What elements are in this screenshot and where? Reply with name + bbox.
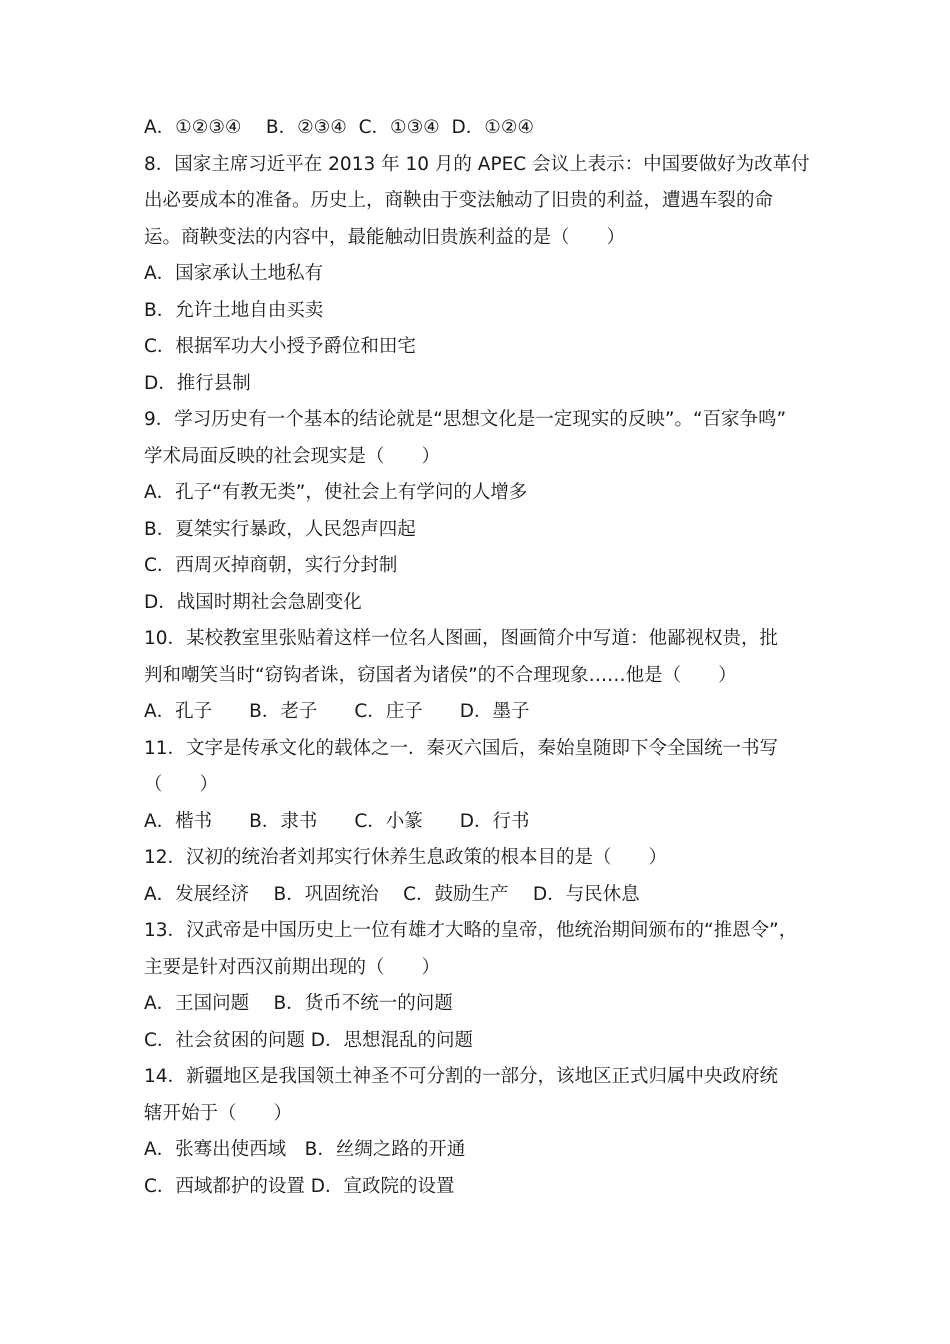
q8-option-d: D．推行县制 (144, 372, 251, 394)
q9-option-c: C．西周灭掉商朝，实行分封制 (144, 555, 398, 576)
q12-stem: 12．汉初的统治者刘邦实行休养生息政策的根本目的是（ ） (144, 847, 668, 868)
q13-stem-line-2: 主要是针对西汉前期出现的（ ） (144, 956, 441, 978)
q11-stem-line-1: 11．文字是传承文化的载体之一．秦灭六国后，秦始皇随即下令全国统一书写 (144, 737, 779, 759)
q8-option-a: A．国家承认土地私有 (144, 263, 324, 284)
q14-stem-line-2: 辖开始于（ ） (144, 1102, 293, 1124)
q10-stem-line-1: 10．某校教室里张贴着这样一位名人图画，图画简介中写道：他鄙视权贵，批 (144, 628, 779, 649)
q9-option-d: D．战国时期社会急剧变化 (144, 591, 362, 613)
q11-stem-line-2: （ ） (144, 774, 219, 795)
exam-questions (144, 110, 824, 1205)
q10-options: A．孔子 B．老子 C．庄子 D．墨子 (144, 701, 530, 722)
q9-stem-line-1: 9．学习历史有一个基本的结论就是“思想文化是一定现实的反映”。“百家争鸣” (144, 409, 787, 430)
q8-option-b: B．允许土地自由买卖 (144, 299, 324, 321)
q14-stem-line-1: 14．新疆地区是我国领土神圣不可分割的一部分，该地区正式归属中央政府统 (144, 1066, 779, 1087)
q13-stem-line-1: 13．汉武帝是中国历史上一位有雄才大略的皇帝，他统治期间颁布的“推恩令”， (144, 920, 798, 941)
q13-options-ab: A．王国问题 B．货币不统一的问题 (144, 993, 453, 1014)
q8-stem-line-1: 8．国家主席习近平在 2013 年 10 月的 APEC 会议上表示：中国要做好为改革付 (144, 153, 810, 175)
q14-options-cd: C．西域都护的设置 D．宣政院的设置 (144, 1175, 455, 1197)
q9-option-a: A．孔子“有教无类”，使社会上有学问的人增多 (144, 482, 528, 503)
q10-stem-line-2: 判和嘲笑当时“窃钩者诛，窃国者为诸侯”的不合理现象……他是（ ） (144, 664, 737, 686)
q8-stem-line-3: 运。商鞅变法的内容中，最能触动旧贵族利益的是（ ） (144, 226, 626, 248)
q9-stem-line-2: 学术局面反映的社会现实是（ ） (144, 445, 441, 467)
q14-options-ab: A．张骞出使西域 B．丝绸之路的开通 (144, 1139, 466, 1160)
q8-stem-line-2: 出必要成本的准备。历史上，商鞅由于变法触动了旧贵的利益，遭遇车裂的命 (144, 190, 774, 211)
q7-options: A．①②③④ B．②③④ C．①③④ D．①②④ (144, 117, 535, 138)
q8-option-c: C．根据军功大小授予爵位和田宅 (144, 336, 416, 357)
q9-option-b: B．夏桀实行暴政，人民怨声四起 (144, 518, 416, 540)
q13-options-cd: C．社会贫困的问题 D．思想混乱的问题 (144, 1029, 474, 1051)
q12-options: A．发展经济 B．巩固统治 C．鼓励生产 D．与民休息 (144, 883, 640, 905)
q11-options: A．楷书 B．隶书 C．小篆 D．行书 (144, 810, 530, 832)
